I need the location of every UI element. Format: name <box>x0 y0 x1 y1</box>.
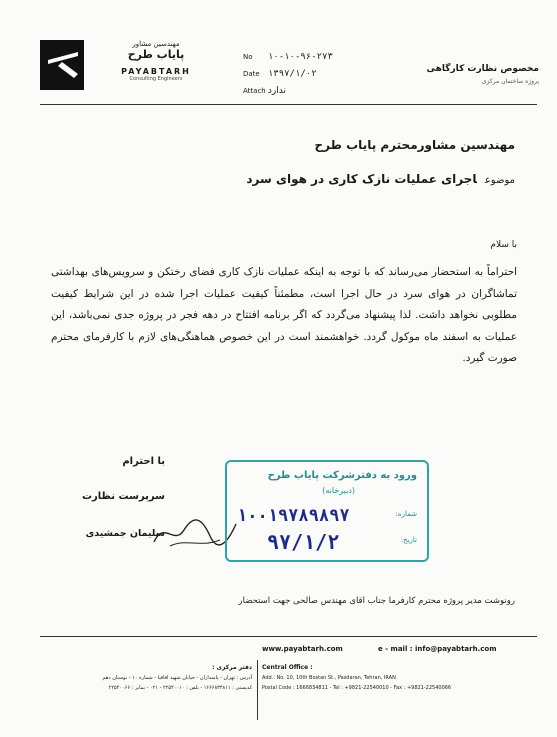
header-right-title: مخصوص نظارت کارگاهی <box>426 64 539 74</box>
letter-attach-label: Attach <box>243 87 266 95</box>
brand-subtitle-fa: مهندسین مشاور <box>132 40 180 48</box>
received-stamp <box>225 460 429 562</box>
footer-office-title-fa: دفتر مرکزی : <box>212 664 252 671</box>
footer-contact-line-fa: کدپستی : ۱۶۶۶۸۳۴۸۱۱ - تلفن : ۲۲۵۴۰۰۱۰ - ۰۲۱ - نمابر : ۲۲۵۴۰۰۶۶ <box>108 685 252 691</box>
footer-column-divider <box>257 660 258 720</box>
carbon-copy: رونوشت مدیر پروژه محترم کارفرما جناب اقای مهندس صالحی جهت استحضار <box>238 596 515 606</box>
email-link[interactable]: e - mail : info@payabtarh.com <box>378 645 497 653</box>
letter-date-row <box>243 69 393 86</box>
letter-meta <box>243 52 393 103</box>
footer-office-title-en: Central Office : <box>262 664 313 671</box>
header-right <box>389 64 539 85</box>
closing-regards: با احترام <box>122 456 165 467</box>
company-brand <box>92 40 220 82</box>
header-right-subtitle: پروژه ساختمان مرکزی <box>481 78 539 85</box>
footer-divider <box>40 636 537 637</box>
header-divider <box>40 104 537 105</box>
letter-number-label: No <box>243 53 253 61</box>
subject-line <box>246 172 515 186</box>
footer-address-line-fa: آدرس : تهران - پاسداران - خیابان شهید اقاقیا - شماره ۱۰ - بوستان دهم <box>102 675 252 681</box>
stamp-subtitle: (دبیرخانه) <box>322 486 355 495</box>
greeting: با سلام <box>490 240 517 250</box>
subject-label: موضوع <box>484 175 515 186</box>
addressee: مهندسین مشاورمحترم پایاب طرح <box>314 138 515 152</box>
letter-attach-row <box>243 86 393 103</box>
footer-address-fa <box>20 663 252 693</box>
footer-address-line-en: Add.: No. 10, 10th Bostan St., Pasdaran, Tehran, IRAN <box>262 675 396 681</box>
company-logo-icon <box>40 40 84 90</box>
letter-body: احتراماً به استحضار می‌رساند که با توجه به اینکه عملیات نازک کاری فضای رختکن و سرویس‌های بهداشتی تماشاگران در هوای سرد در حال اجرا است، مطمئناً کیفیت عملیات اجرا شده در این شرایط کیفیت مطلوبی نخواهد داشت. لذا پیشنهاد می‌گردد که اگر برنامه افتتاح در دهه فجر در پروژه جدی نمی‌باشد، این عملیات به اسفند ماه موکول گردد. خواهشمند است در این خصوص هماهنگی‌های لازم با کارفرمای محترم صورت گیرد. <box>51 266 517 364</box>
brand-name-en: PAYABTARH <box>121 67 191 76</box>
website-link[interactable]: www.payabtarh.com <box>262 645 343 653</box>
signer-name: سلیمان جمشیدی <box>85 528 165 539</box>
signer-title: سرپرست نظارت <box>82 491 165 502</box>
letter-attach: ندارد <box>267 86 286 96</box>
stamp-date-label: تاریخ: <box>400 536 417 544</box>
brand-tagline: Consulting Engineers <box>129 76 183 82</box>
stamp-number: ۱۰۰۱۹۷۸۹۸۹۷ <box>237 506 350 526</box>
stamp-number-label: شماره: <box>395 510 417 518</box>
letter-date: ۱۳۹۷/۱/۰۲ <box>267 69 317 79</box>
stamp-title: ورود به دفترشرکت پایاب طرح <box>267 470 417 481</box>
stamp-date: ۹۷/۱/۲ <box>267 530 340 554</box>
footer-address-en <box>262 663 532 693</box>
footer-contact-line-en: Postal Code : 1666834811 - Tel : +9821-22540010 - Fax : +9821-22540066 <box>262 685 452 691</box>
subject-text: اجرای عملیات نازک کاری در هوای سرد <box>246 172 477 186</box>
brand-name-fa: پایاب طرح <box>127 48 185 61</box>
letter-date-label: Date <box>243 70 260 78</box>
letter-number-row <box>243 52 393 69</box>
letter-number: ۱۰-۱۰-۹۶-۲۷۳ <box>267 52 333 62</box>
